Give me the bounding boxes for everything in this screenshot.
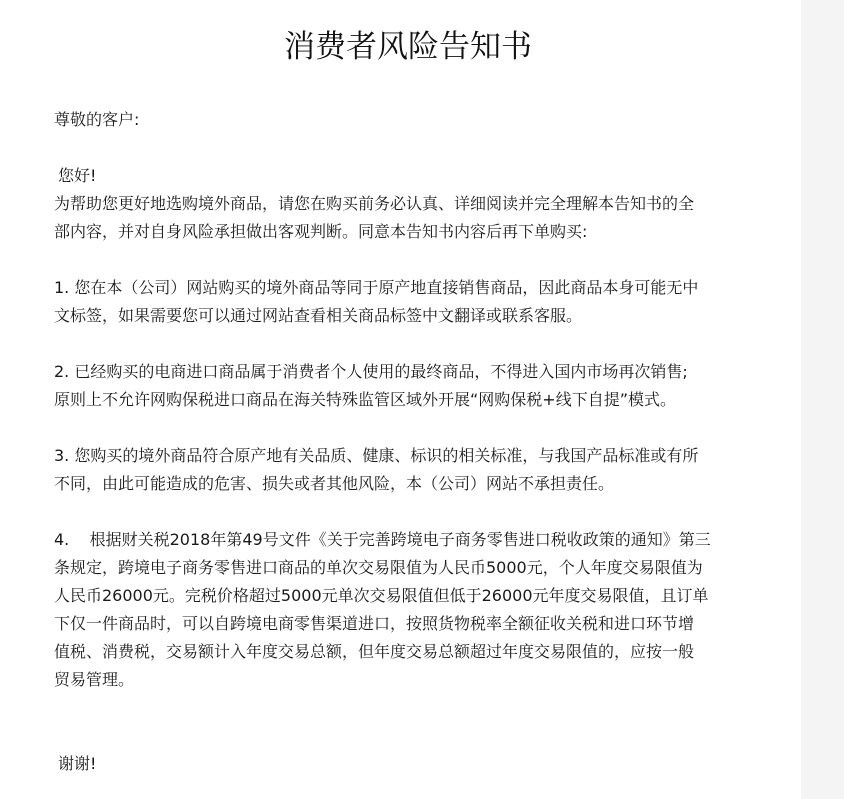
notice-item-line: 原则上不允许网购保税进口商品在海关特殊监管区域外开展“网购保税+线下自提”模式。	[54, 390, 676, 409]
page-right-margin	[801, 0, 844, 799]
salutation: 尊敬的客户:	[54, 110, 140, 129]
closing-thanks: 谢谢!	[58, 754, 97, 773]
notice-item-line: 人民币26000元。完税价格超过5000元单次交易限值但低于26000元年度交易限值，且订单	[54, 586, 709, 605]
notice-item-line: 条规定，跨境电子商务零售进口商品的单次交易限值为人民币5000元，个人年度交易限值为	[54, 558, 703, 577]
notice-item-line: 4. 根据财关税2018年第49号文件《关于完善跨境电子商务零售进口税收政策的通知》第三	[54, 530, 711, 549]
notice-item-line: 3. 您购买的境外商品符合原产地有关品质、健康、标识的相关标准，与我国产品标准或有所	[54, 446, 699, 465]
document-title: 消费者风险告知书	[284, 29, 532, 65]
notice-item-line: 不同，由此可能造成的危害、损失或者其他风险，本（公司）网站不承担责任。	[54, 474, 615, 493]
intro-line: 为帮助您更好地选购境外商品，请您在购买前务必认真、详细阅读并完全理解本告知书的全	[54, 194, 695, 213]
notice-item-line: 贸易管理。	[54, 670, 135, 689]
notice-item-line: 值税、消费税，交易额计入年度交易总额，但年度交易总额超过年度交易限值的，应按一般	[54, 642, 695, 661]
notice-item-line: 下仅一件商品时，可以自跨境电商零售渠道进口，按照货物税率全额征收关税和进口环节增	[54, 614, 695, 633]
notice-item-line: 2. 已经购买的电商进口商品属于消费者个人使用的最终商品，不得进入国内市场再次销售;	[54, 362, 688, 381]
greeting: 您好!	[58, 166, 97, 185]
notice-item-line: 1. 您在本（公司）网站购买的境外商品等同于原产地直接销售商品，因此商品本身可能无中	[54, 278, 699, 297]
intro-line: 部内容，并对自身风险承担做出客观判断。同意本告知书内容后再下单购买:	[54, 222, 588, 241]
notice-item-line: 文标签，如果需要您可以通过网站查看相关商品标签中文翻译或联系客服。	[54, 306, 583, 325]
